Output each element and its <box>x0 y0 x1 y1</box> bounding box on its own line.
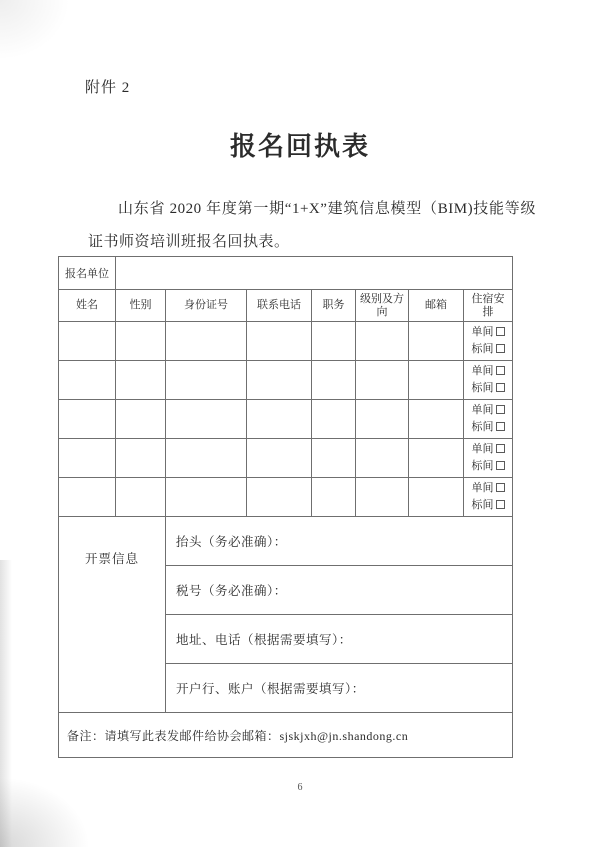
single-room-label: 单间 <box>471 443 494 455</box>
column-header-level-direction: 级别及方向 <box>356 290 409 322</box>
cell-id-number <box>166 322 247 361</box>
standard-room-checkbox-icon <box>496 461 505 470</box>
cell-accommodation <box>464 322 513 361</box>
cell-id-number <box>166 439 247 478</box>
cell-position <box>312 478 356 517</box>
standard-room-checkbox-icon <box>496 500 505 509</box>
column-header-position: 职务 <box>312 290 356 322</box>
standard-room-label: 标间 <box>471 499 494 511</box>
cell-email <box>409 361 464 400</box>
standard-room-label: 标间 <box>471 382 494 394</box>
cell-phone <box>247 361 312 400</box>
cell-accommodation <box>464 361 513 400</box>
table-row <box>59 478 513 517</box>
single-room-label: 单间 <box>471 482 494 494</box>
cell-level-direction <box>356 478 409 517</box>
cell-name <box>59 439 116 478</box>
unit-label-cell: 报名单位 <box>59 257 116 290</box>
invoice-field-tax-number: 税号（务必准确）： <box>166 566 513 615</box>
scan-shadow-left-edge <box>0 560 12 847</box>
invoice-field-title: 抬头（务必准确）： <box>166 517 513 566</box>
cell-gender <box>116 400 166 439</box>
standard-room-checkbox-icon <box>496 422 505 431</box>
single-room-label: 单间 <box>471 365 494 377</box>
cell-email <box>409 478 464 517</box>
cell-phone <box>247 478 312 517</box>
column-header-email: 邮箱 <box>409 290 464 322</box>
column-header-name: 姓名 <box>59 290 116 322</box>
single-room-checkbox-icon <box>496 483 505 492</box>
page-number: 6 <box>297 782 303 793</box>
cell-name <box>59 400 116 439</box>
unit-row <box>59 257 513 290</box>
single-room-checkbox-icon <box>496 444 505 453</box>
cell-gender <box>116 439 166 478</box>
cell-phone <box>247 439 312 478</box>
cell-id-number <box>166 478 247 517</box>
single-room-label: 单间 <box>471 404 494 416</box>
invoice-row <box>59 517 513 566</box>
scan-shadow-top-left <box>0 0 70 60</box>
column-header-phone: 联系电话 <box>247 290 312 322</box>
cell-name <box>59 322 116 361</box>
column-header-id-number: 身份证号 <box>166 290 247 322</box>
invoice-field-bank-account: 开户行、账户（根据需要填写）： <box>166 664 513 713</box>
cell-accommodation <box>464 439 513 478</box>
standard-room-label: 标间 <box>471 343 494 355</box>
cell-gender <box>116 322 166 361</box>
document-title: 报名回执表 <box>229 132 370 161</box>
table-row <box>59 322 513 361</box>
single-room-label: 单间 <box>471 326 494 338</box>
table-row <box>59 439 513 478</box>
cell-position <box>312 361 356 400</box>
cell-position <box>312 439 356 478</box>
header-row <box>59 290 513 322</box>
cell-email <box>409 400 464 439</box>
table-row <box>59 400 513 439</box>
cell-email <box>409 322 464 361</box>
cell-position <box>312 400 356 439</box>
unit-value-cell <box>116 257 513 290</box>
single-room-checkbox-icon <box>496 405 505 414</box>
note-row <box>59 713 513 758</box>
cell-level-direction <box>356 439 409 478</box>
standard-room-label: 标间 <box>471 421 494 433</box>
cell-name <box>59 361 116 400</box>
attachment-label: 附件 2 <box>85 80 131 96</box>
cell-position <box>312 322 356 361</box>
column-header-gender: 性别 <box>116 290 166 322</box>
table-row <box>59 361 513 400</box>
cell-level-direction <box>356 322 409 361</box>
cell-name <box>59 478 116 517</box>
invoice-field-address-phone: 地址、电话（根据需要填写）： <box>166 615 513 664</box>
cell-id-number <box>166 361 247 400</box>
single-room-checkbox-icon <box>496 327 505 336</box>
standard-room-label: 标间 <box>471 460 494 472</box>
invoice-section-label: 开票信息 <box>59 517 166 713</box>
standard-room-checkbox-icon <box>496 383 505 392</box>
cell-phone <box>247 400 312 439</box>
standard-room-checkbox-icon <box>496 344 505 353</box>
cell-gender <box>116 361 166 400</box>
cell-level-direction <box>356 400 409 439</box>
registration-table <box>58 256 513 758</box>
cell-phone <box>247 322 312 361</box>
single-room-checkbox-icon <box>496 366 505 375</box>
cell-gender <box>116 478 166 517</box>
cell-accommodation <box>464 400 513 439</box>
intro-paragraph: 山东省 2020 年度第一期“1+X”建筑信息模型（BIM)技能等级证书师资培训班报名回执表。 <box>88 201 536 250</box>
cell-level-direction <box>356 361 409 400</box>
column-header-accommodation: 住宿安排 <box>464 290 513 322</box>
cell-accommodation <box>464 478 513 517</box>
note-text: 备注：请填写此表发邮件给协会邮箱：sjskjxh@jn.shandong.cn <box>59 713 513 758</box>
cell-id-number <box>166 400 247 439</box>
cell-email <box>409 439 464 478</box>
